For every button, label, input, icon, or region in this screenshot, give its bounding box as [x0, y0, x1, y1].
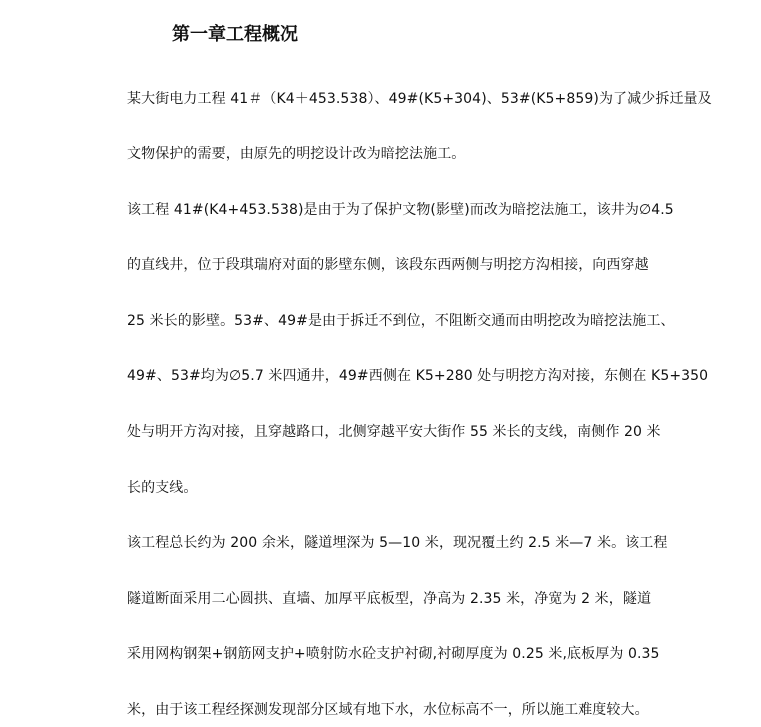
paragraph-line: 的直线井，位于段琪瑞府对面的影壁东侧，该段东西两侧与明挖方沟相接，向西穿越 [127, 257, 649, 273]
paragraph-line: 某大街电力工程 41＃（K4＋453.538）、49#(K5+304)、53#(K5+859)为了减少拆迁量及 [127, 91, 712, 107]
paragraph-line: 处与明开方沟对接，且穿越路口，北侧穿越平安大街作 55 米长的支线，南侧作 20 米 [127, 424, 661, 440]
chapter-heading: 第一章工程概况 [172, 24, 298, 45]
paragraph-line: 文物保护的需要，由原先的明挖设计改为暗挖法施工。 [127, 146, 466, 162]
paragraph-line: 长的支线。 [127, 480, 198, 496]
paragraph-line: 采用网构钢架+钢筋网支护+喷射防水砼支护衬砌,衬砌厚度为 0.25 米,底板厚为 0.35 [127, 646, 660, 662]
paragraph-line: 米，由于该工程经探测发现部分区域有地下水，水位标高不一，所以施工难度较大。 [127, 702, 649, 718]
paragraph-line: 该工程 41#(K4+453.538)是由于为了保护文物(影壁)而改为暗挖法施工，该井为∅4.5 [127, 202, 674, 218]
paragraph-line: 49#、53#均为∅5.7 米四通井，49#西侧在 K5+280 处与明挖方沟对接，东侧在 K5+350 [127, 368, 709, 384]
paragraph-line: 该工程总长约为 200 余米，隧道埋深为 5—10 米，现况覆土约 2.5 米—7 米。该工程 [127, 535, 668, 551]
paragraph-line: 25 米长的影壁。53#、49#是由于拆迁不到位，不阻断交通而由明挖改为暗挖法施工、 [127, 313, 675, 329]
paragraph-line: 隧道断面采用二心圆拱、直墙、加厚平底板型，净高为 2.35 米，净宽为 2 米，隧道 [127, 591, 652, 607]
